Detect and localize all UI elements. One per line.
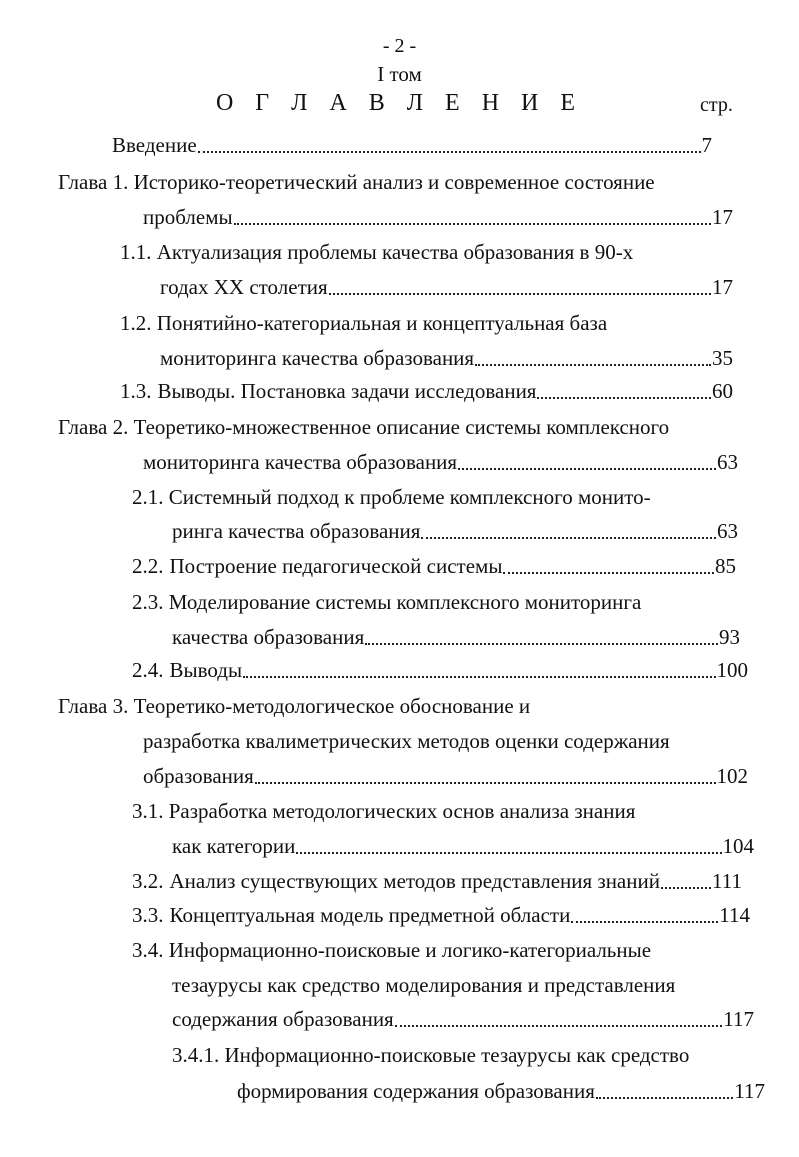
toc-page-number: 17	[712, 205, 733, 229]
toc-entry-text: как категории	[172, 834, 296, 858]
dot-leader	[421, 537, 716, 539]
toc-chapter-3-title[interactable]: Глава 3. Теоретико-методологическое обоснование и	[58, 694, 531, 718]
toc-entry-text: Концептуальная модель предметной области	[169, 903, 571, 927]
volume-label: I том	[377, 62, 422, 86]
section-number: 3.4.1.	[172, 1043, 220, 1067]
toc-entry-chapter-1[interactable]	[143, 202, 733, 232]
dot-leader	[296, 852, 721, 854]
dot-leader	[365, 643, 718, 645]
toc-entry-text: Построение педагогической системы	[169, 554, 503, 578]
page-number: - 2 -	[382, 35, 417, 57]
dot-leader	[255, 782, 716, 784]
dot-leader	[596, 1097, 733, 1099]
dot-leader	[329, 293, 711, 295]
toc-page-number: 117	[734, 1079, 765, 1103]
section-number: 1.2.	[120, 311, 152, 335]
toc-entry-text: качества образования	[172, 625, 365, 649]
toc-entry-3-4-1[interactable]	[237, 1076, 765, 1106]
toc-entry-text: ринга качества образования	[172, 519, 421, 543]
toc-section-1-2[interactable]	[120, 308, 607, 338]
toc-page-number: 85	[715, 554, 736, 578]
toc-entry-2-1[interactable]	[172, 516, 738, 546]
toc-section-3-4-1[interactable]	[172, 1040, 689, 1070]
toc-page-number: 63	[717, 519, 738, 543]
dot-leader	[475, 364, 711, 366]
toc-entry-text: Выводы	[169, 658, 243, 682]
toc-section-3-1[interactable]	[132, 796, 635, 826]
dot-leader	[571, 921, 718, 923]
toc-page-number: 114	[719, 903, 750, 927]
section-number: 2.3.	[132, 590, 164, 614]
toc-entry-chapter-3[interactable]	[143, 761, 748, 791]
section-title: Информационно-поисковые тезаурусы как средство	[224, 1043, 690, 1067]
section-number: 2.2.	[132, 554, 164, 578]
toc-chapter-1-title[interactable]: Глава 1. Историко-теоретический анализ и современное состояние	[58, 170, 655, 194]
toc-page-number: 7	[701, 133, 712, 157]
toc-section-2-3[interactable]	[132, 587, 641, 617]
dot-leader	[395, 1025, 723, 1027]
section-title: Моделирование системы комплексного мониторинга	[168, 590, 642, 614]
toc-entry-text: содержания образования	[172, 1007, 394, 1031]
dot-leader	[234, 223, 711, 225]
toc-page-number: 117	[723, 1007, 754, 1031]
toc-page-number: 60	[712, 379, 733, 403]
toc-page-number: 100	[716, 658, 748, 682]
section-title: Информационно-поисковые и логико-категориальные	[168, 938, 652, 962]
toc-section-1-1[interactable]	[120, 237, 633, 267]
toc-entry-1-3[interactable]	[120, 376, 733, 406]
toc-entry-3-1[interactable]	[172, 831, 754, 861]
toc-entry-2-3[interactable]	[172, 622, 740, 652]
toc-page-number: 35	[712, 346, 733, 370]
toc-entry-3-3[interactable]	[132, 900, 750, 930]
section-number: 1.1.	[120, 240, 152, 264]
toc-page-number: 17	[712, 275, 733, 299]
toc-entry-chapter-2[interactable]	[143, 447, 738, 477]
section-number: 1.3.	[120, 379, 152, 403]
section-number: 2.1.	[132, 485, 164, 509]
toc-entry-text: Выводы. Постановка задачи исследования	[157, 379, 537, 403]
dot-leader	[458, 468, 716, 470]
toc-entry-1-2[interactable]	[160, 343, 733, 373]
toc-chapter-2-title[interactable]: Глава 2. Теоретико-множественное описание системы комплексного	[58, 415, 670, 439]
dot-leader	[537, 397, 711, 399]
toc-page-number: 102	[716, 764, 748, 788]
toc-entry-text: образования	[143, 764, 254, 788]
toc-entry-3-4[interactable]	[172, 1004, 754, 1034]
toc-entry-text: мониторинга качества образования	[160, 346, 475, 370]
toc-entry-2-4[interactable]	[132, 655, 748, 685]
toc-chapter-3-title-cont[interactable]: разработка квалиметрических методов оценки содержания	[143, 729, 670, 753]
toc-entry-text: годах XX столетия	[160, 275, 328, 299]
dot-leader	[503, 572, 714, 574]
toc-page-number: 63	[717, 450, 738, 474]
page-column-label: стр.	[700, 94, 733, 116]
toc-entry-text: формирования содержания образования	[237, 1079, 595, 1103]
toc-entry-3-2[interactable]	[132, 866, 742, 896]
toc-section-3-4-cont[interactable]: тезаурусы как средство моделирования и представления	[172, 973, 676, 997]
toc-page-number: 111	[712, 869, 742, 893]
toc-entry-text: мониторинга качества образования	[143, 450, 458, 474]
toc-page-number: 93	[719, 625, 740, 649]
section-title: Актуализация проблемы качества образования в 90-х	[156, 240, 634, 264]
toc-entry-text: Введение	[112, 133, 197, 157]
toc-section-3-4[interactable]	[132, 935, 651, 965]
dot-leader	[243, 676, 715, 678]
section-number: 3.2.	[132, 869, 164, 893]
dot-leader	[198, 151, 701, 153]
toc-entry-1-1[interactable]	[160, 272, 733, 302]
section-title: Системный подход к проблеме комплексного монито-	[168, 485, 651, 509]
section-number: 3.1.	[132, 799, 164, 823]
toc-entry-text: проблемы	[143, 205, 233, 229]
section-title: Разработка методологических основ анализа знания	[168, 799, 636, 823]
section-title: Понятийно-категориальная и концептуальная база	[156, 311, 608, 335]
toc-section-2-1[interactable]	[132, 482, 651, 512]
toc-entry-2-2[interactable]	[132, 551, 736, 581]
toc-title: О Г Л А В Л Е Н И Е	[215, 90, 584, 116]
toc-entry-text: Анализ существующих методов представления знаний	[169, 869, 660, 893]
section-number: 3.4.	[132, 938, 164, 962]
section-number: 3.3.	[132, 903, 164, 927]
section-number: 2.4.	[132, 658, 164, 682]
toc-entry-intro[interactable]	[112, 130, 712, 160]
dot-leader	[661, 887, 711, 889]
toc-page-number: 104	[722, 834, 754, 858]
